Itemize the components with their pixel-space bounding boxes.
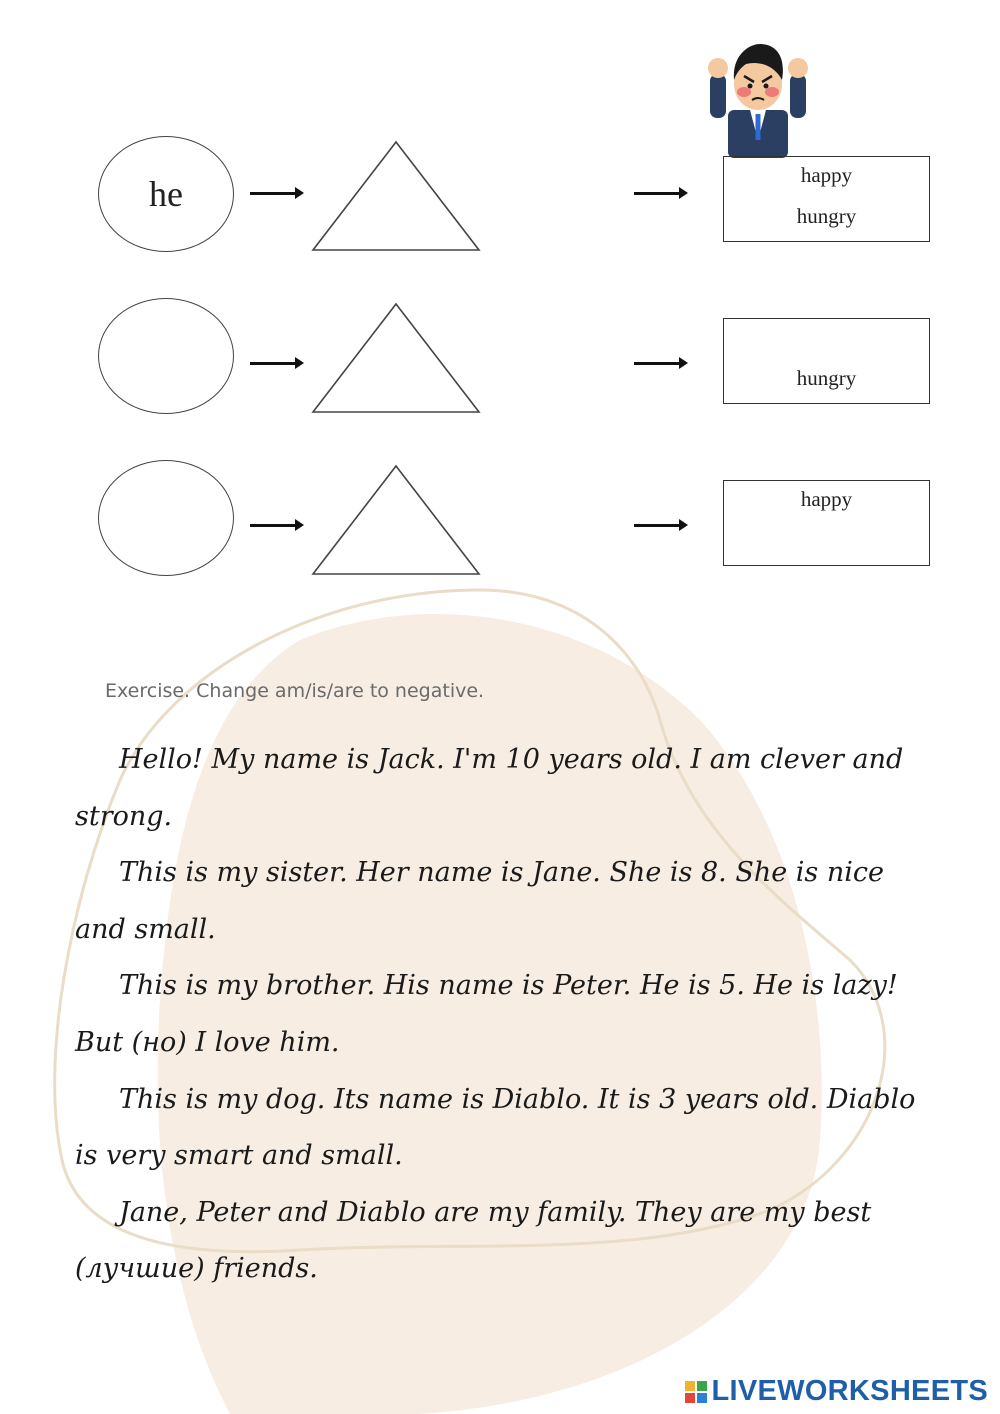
story-paragraph-3: This is my brother. His name is Peter. He is 5. He is lazy! But (но) I love him. [75, 970, 898, 1058]
right-fist-shape [788, 58, 808, 78]
story-paragraph-1: Hello! My name is Jack. I'm 10 years old. I am clever and strong. [75, 744, 904, 832]
left-eye-shape [748, 84, 753, 89]
diagram-row-1 [0, 136, 1000, 276]
story-paragraph-4: This is my dog. Its name is Diablo. It is 3 years old. Diablo is very smart and small. [75, 1083, 916, 1172]
story-text [75, 732, 925, 1298]
verb-triangle[interactable] [311, 140, 481, 252]
exercise-title: Exercise. Change am/is/are to negative. [105, 680, 485, 702]
logo-square-green [697, 1381, 707, 1391]
subject-circle[interactable]: he [98, 136, 234, 252]
right-arm-shape [790, 74, 806, 118]
logo-square-yellow [685, 1381, 695, 1391]
liveworksheets-logo[interactable] [685, 1375, 989, 1408]
arrow-to-triangle [250, 362, 300, 365]
adjective-box [723, 156, 930, 242]
adjective-box [723, 480, 930, 566]
logo-squares-icon [685, 1381, 707, 1403]
subject-circle[interactable] [98, 298, 234, 414]
arrow-to-box [634, 524, 684, 527]
left-cheek-shape [737, 87, 751, 97]
story-paragraph-2: This is my sister. Her name is Jane. She is 8. She is nice and small. [75, 857, 884, 945]
right-cheek-shape [765, 87, 779, 97]
box-word-bottom: hungry [796, 366, 857, 390]
box-word-top: happy [800, 487, 853, 511]
adjective-box [723, 318, 930, 404]
logo-text: LIVEWORKSHEETS [711, 1375, 988, 1407]
diagram-row-2 [0, 298, 1000, 438]
box-word-bottom: hungry [796, 204, 857, 228]
arrow-to-box [634, 362, 684, 365]
logo-square-red [685, 1393, 695, 1403]
verb-triangle[interactable] [311, 302, 481, 414]
arrow-to-triangle [250, 192, 300, 195]
arrow-to-box [634, 192, 684, 195]
box-word-top: happy [800, 163, 853, 187]
subject-circle[interactable] [98, 460, 234, 576]
right-eye-shape [764, 84, 769, 89]
logo-square-blue [697, 1393, 707, 1403]
left-arm-shape [710, 74, 726, 118]
diagram-row-3 [0, 460, 1000, 600]
left-fist-shape [708, 58, 728, 78]
story-paragraph-5: Jane, Peter and Diablo are my family. They are my best (лучшие) friends. [75, 1196, 872, 1285]
arrow-to-triangle [250, 524, 300, 527]
verb-triangle[interactable] [311, 464, 481, 576]
